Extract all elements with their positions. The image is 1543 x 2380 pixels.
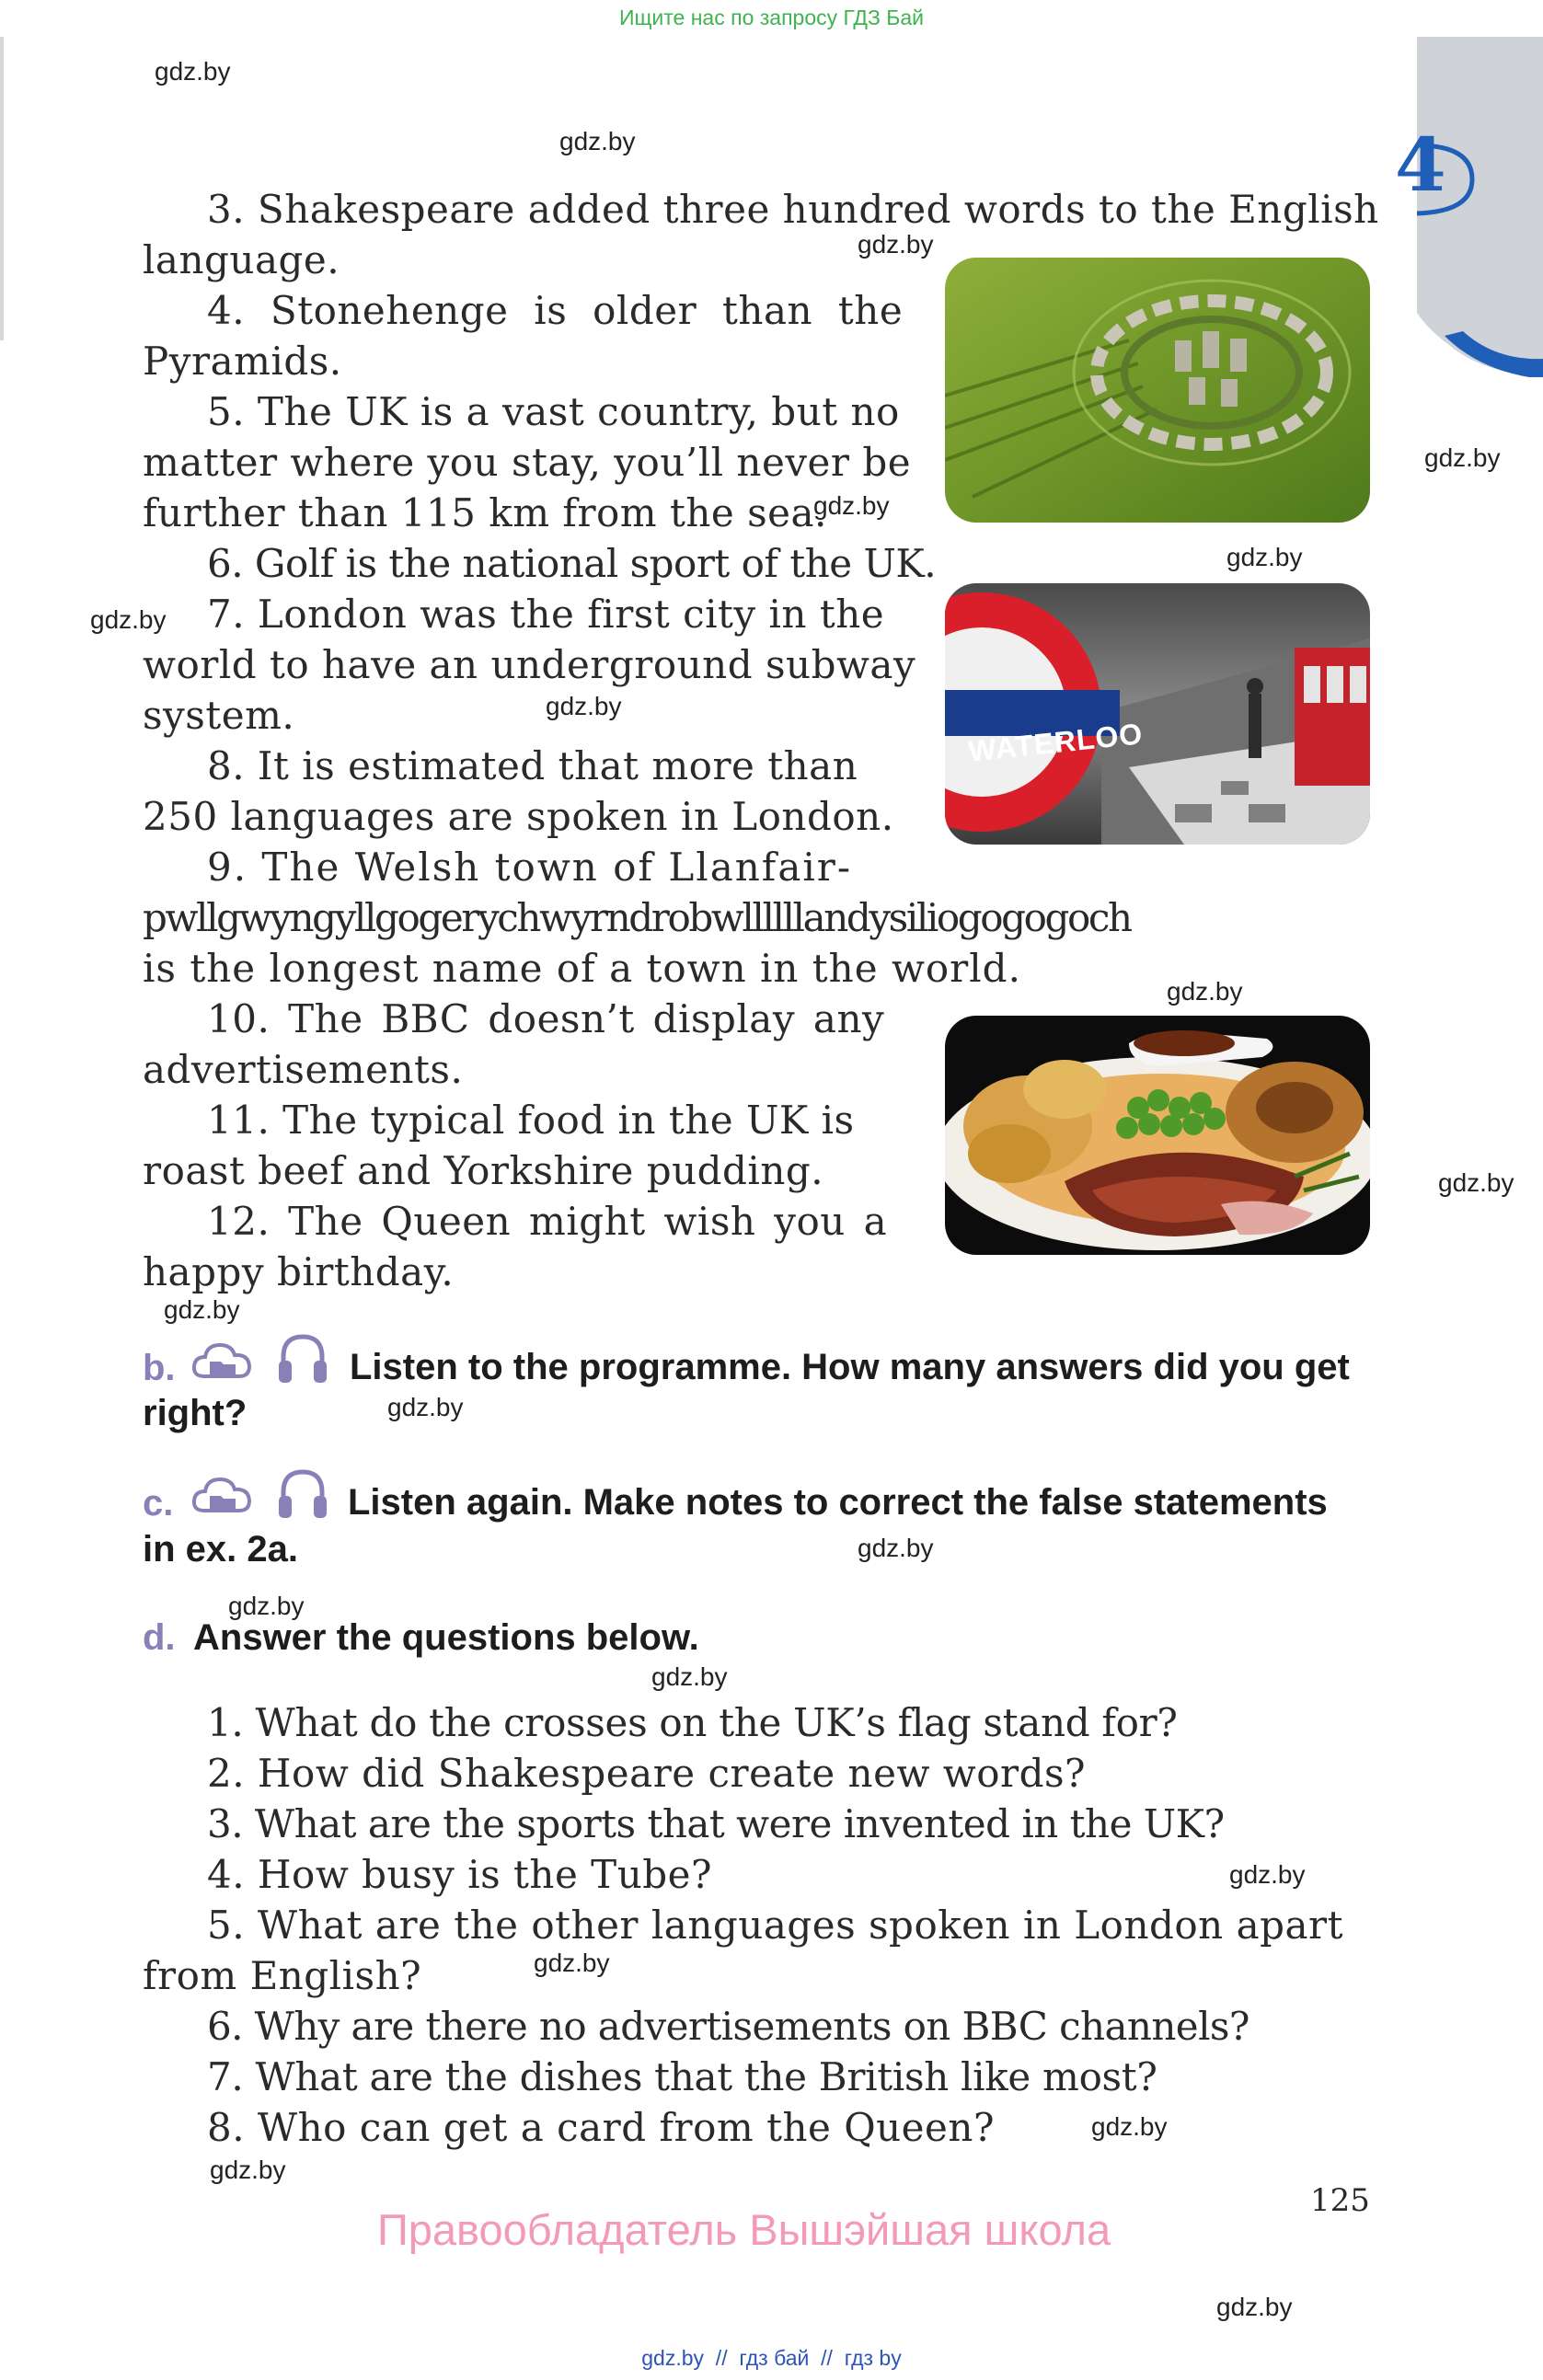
- question-4: 4. How busy is the Tube?: [207, 1852, 712, 1897]
- fact-4-line2: Pyramids.: [143, 339, 342, 384]
- top-banner[interactable]: Ищите нас по запросу ГДЗ Бай: [618, 6, 925, 29]
- fact-7-line3: system.: [143, 693, 295, 738]
- watermark: gdz.by: [858, 1534, 934, 1562]
- fact-5-line1: 5. The UK is a vast country, but no: [207, 389, 900, 434]
- watermark: gdz.by: [559, 127, 636, 155]
- fact-9-line2: pwllgwyngyllgogerychwyrndrobwllllllandysiliogogogoch: [143, 895, 1131, 940]
- fact-10-line2: advertisements.: [143, 1047, 464, 1092]
- fact-7-line2: world to have an underground subway: [143, 642, 916, 687]
- fact-10-line1: 10. The BBC doesn’t display any: [207, 996, 885, 1041]
- question-5-line2: from English?: [143, 1953, 422, 1998]
- watermark: gdz.by: [651, 1662, 728, 1691]
- watermark: gdz.by: [1167, 977, 1243, 1006]
- waterloo-sign-text: WATERLOO: [966, 717, 1145, 768]
- fact-8-line2: 250 languages are spoken in London.: [143, 794, 894, 839]
- watermark: gdz.by: [90, 605, 167, 634]
- fact-3-line2: language.: [143, 237, 340, 282]
- watermark: gdz.by: [858, 230, 934, 259]
- fact-4-line1: 4. Stonehenge is older than the: [207, 288, 904, 333]
- copyright: Правообладатель Вышэйшая школа: [377, 2205, 1111, 2254]
- question-6: 6. Why are there no advertisements on BBC channels?: [207, 2004, 1249, 2049]
- fact-9-line1: 9. The Welsh town of Llanfair-: [207, 845, 853, 890]
- fact-12-line1: 12. The Queen might wish you a: [207, 1199, 888, 1244]
- task-d-letter: d.: [143, 1617, 176, 1658]
- watermark: gdz.by: [1438, 1168, 1514, 1197]
- task-b-line1: Listen to the programme. How many answers did you get: [350, 1347, 1350, 1387]
- fact-5-line3: further than 115 km from the sea.: [143, 490, 827, 535]
- task-c-line2: in ex. 2a.: [143, 1529, 298, 1569]
- task-b-letter: b.: [143, 1348, 176, 1388]
- question-1: 1. What do the crosses on the UK’s flag stand for?: [207, 1700, 1178, 1745]
- headphones-icon[interactable]: [276, 1465, 329, 1525]
- fact-7-line1: 7. London was the first city in the: [207, 592, 885, 637]
- fact-3-line1: 3. Shakespeare added three hundred words to the English: [207, 187, 1379, 232]
- stonehenge-photo: [945, 258, 1370, 523]
- underground-photo: [945, 583, 1370, 845]
- task-d-text: Answer the questions below.: [193, 1617, 699, 1658]
- watermark: gdz.by: [546, 692, 622, 720]
- question-3: 3. What are the sports that were invented in the UK?: [207, 1801, 1225, 1846]
- fact-11-line1: 11. The typical food in the UK is: [207, 1098, 855, 1143]
- fact-12-line2: happy birthday.: [143, 1249, 455, 1294]
- watermark: gdz.by: [228, 1592, 305, 1620]
- cloud-folder-icon[interactable]: [191, 1470, 256, 1525]
- question-7: 7. What are the dishes that the British like most?: [207, 2054, 1157, 2099]
- fact-8-line1: 8. It is estimated that more than: [207, 743, 858, 788]
- question-5-line1: 5. What are the other languages spoken in London apart: [207, 1903, 1343, 1948]
- food-photo: [945, 1016, 1370, 1255]
- question-8: 8. Who can get a card from the Queen?: [207, 2105, 995, 2150]
- watermark: gdz.by: [1226, 543, 1303, 571]
- fact-6-line1: 6. Golf is the national sport of the UK.: [207, 541, 937, 586]
- chapter-number: 4: [1395, 121, 1446, 208]
- fact-11-line2: roast beef and Yorkshire pudding.: [143, 1148, 824, 1193]
- task-b-line2: right?: [143, 1393, 248, 1433]
- fact-5-line2: matter where you stay, you’ll never be: [143, 440, 912, 485]
- watermark: gdz.by: [813, 491, 890, 520]
- watermark: gdz.by: [534, 1949, 610, 1977]
- watermark: gdz.by: [155, 57, 231, 86]
- footer-links[interactable]: gdz.by // гдз бай // гдз by: [641, 2346, 902, 2370]
- watermark: gdz.by: [210, 2156, 286, 2184]
- task-c-line1: Listen again. Make notes to correct the false statements: [348, 1482, 1328, 1523]
- watermark: gdz.by: [1216, 2293, 1293, 2321]
- question-2: 2. How did Shakespeare create new words?: [207, 1751, 1087, 1796]
- left-margin-line: [0, 37, 4, 340]
- cloud-folder-icon[interactable]: [191, 1336, 256, 1391]
- watermark: gdz.by: [1424, 443, 1501, 472]
- page-number: 125: [1310, 2182, 1370, 2219]
- fact-9-line3: is the longest name of a town in the world.: [143, 946, 1021, 991]
- watermark: gdz.by: [164, 1295, 240, 1324]
- watermark: gdz.by: [387, 1393, 464, 1421]
- headphones-icon[interactable]: [276, 1329, 329, 1390]
- watermark: gdz.by: [1229, 1860, 1306, 1889]
- task-c-letter: c.: [143, 1483, 174, 1523]
- watermark: gdz.by: [1091, 2112, 1168, 2141]
